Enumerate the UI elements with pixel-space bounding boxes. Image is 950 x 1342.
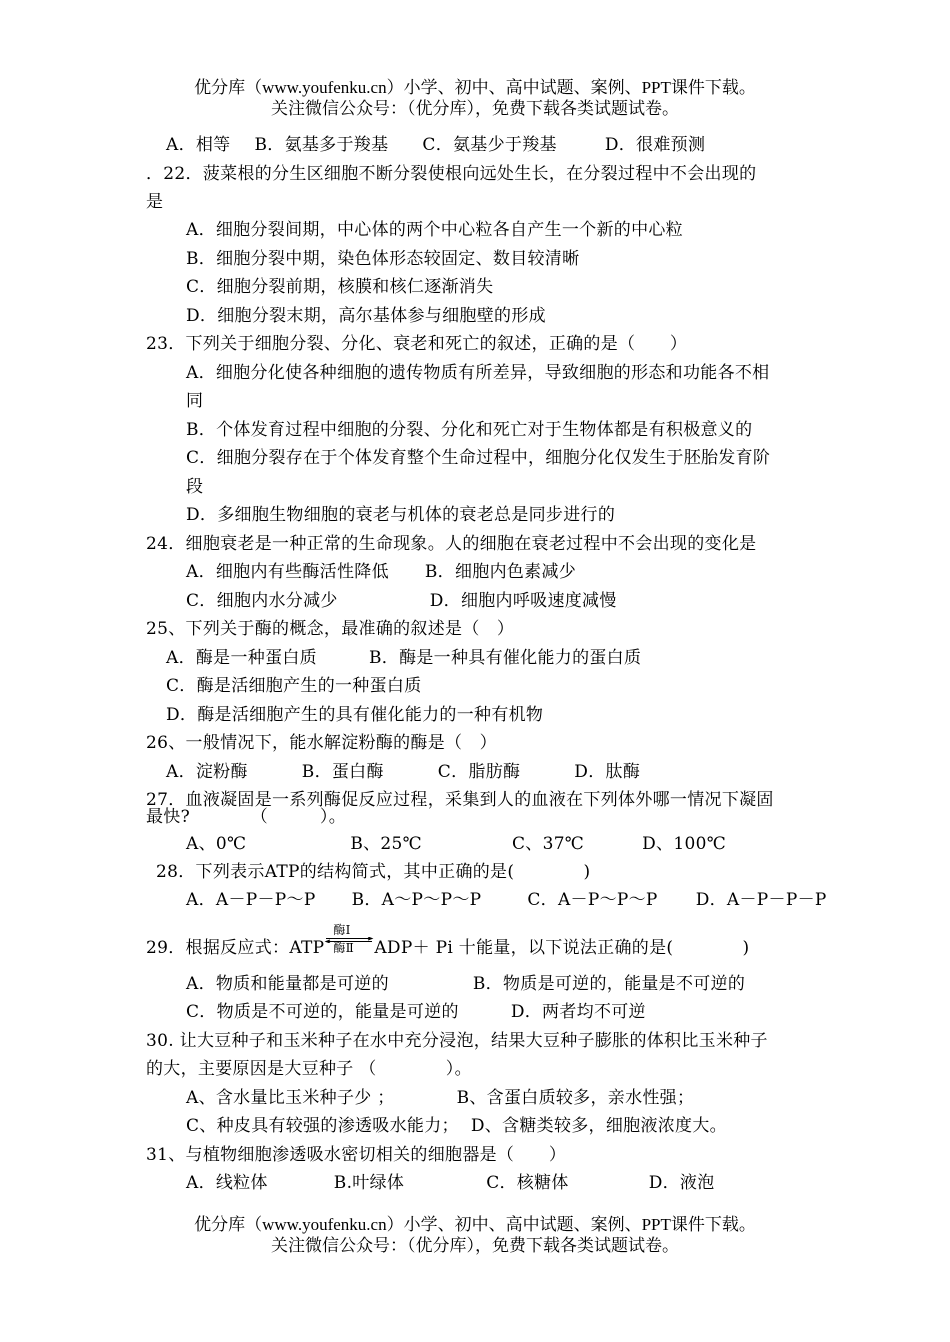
q30-option-b: B、含蛋白质较多，亲水性强； — [456, 1088, 695, 1108]
q21-option-c: C．氨基少于羧基 — [422, 135, 557, 155]
q28-option-d: D．A－P－P－P — [695, 890, 827, 910]
q27-stem-line1: 27．血液凝固是一系列酶促反应过程，采集到人的血液在下列体外哪一情况下凝固 — [146, 790, 774, 810]
q23-option-a-line1: A．细胞分化使各种细胞的遗传物质有所差异，导致细胞的形态和功能各不相 — [186, 363, 770, 383]
q23-option-c-line1: C．细胞分裂存在于个体发育整个生命过程中，细胞分化仅发生于胚胎发育阶 — [186, 448, 771, 468]
q22-stem-line1: ．22．菠菜根的分生区细胞不断分裂使根向远处生长，在分裂过程中不会出现的 — [146, 164, 757, 184]
q29-suffix: ADP＋ Pi 十能量，以下说法正确的是( ) — [374, 938, 750, 958]
q25-options-row1 — [166, 647, 641, 669]
q28-option-a: A．A－P－P～P — [186, 890, 316, 910]
q30-options-row2 — [186, 1115, 727, 1137]
q23-option-c-line2: 段 — [186, 477, 204, 497]
q28-stem: 28．下列表示ATP的结构简式，其中正确的是( ) — [156, 862, 591, 882]
q30-option-c: C、种皮具有较强的渗透吸水能力； — [186, 1116, 459, 1136]
q31-option-b: B.叶绿体 — [333, 1173, 405, 1193]
q24-option-d: D．细胞内呼吸速度减慢 — [429, 591, 617, 611]
q28-option-b: B．A～P～P～P — [351, 890, 482, 910]
q27-option-b: B、25℃ — [350, 834, 422, 854]
q31-stem: 31、与植物细胞渗透吸水密切相关的细胞器是（ ） — [146, 1145, 567, 1165]
q23-option-d: D．多细胞生物细胞的衰老与机体的衰老总是同步进行的 — [186, 505, 616, 525]
q30-option-a: A、含水量比玉米种子少 ； — [186, 1088, 395, 1108]
q24-options-row2 — [186, 590, 617, 612]
q25-option-b: B．酶是一种具有催化能力的蛋白质 — [368, 648, 642, 668]
q23-stem: 23．下列关于细胞分裂、分化、衰老和死亡的叙述，正确的是（ ） — [146, 334, 688, 354]
q29-prefix: 29．根据反应式：ATP — [146, 938, 325, 958]
q24-option-c: C．细胞内水分减少 — [186, 591, 338, 611]
q29-option-c: C．物质是不可逆的，能量是可逆的 — [186, 1002, 459, 1022]
q30-stem-line2: 的大，主要原因是大豆种子 （ ）。 — [146, 1059, 472, 1079]
q25-option-c: C．酶是活细胞产生的一种蛋白质 — [166, 676, 422, 696]
q29-stem — [146, 923, 750, 959]
q22-option-d: D．细胞分裂末期，高尔基体参与细胞壁的形成 — [186, 306, 546, 326]
q21-option-b: B．氨基多于羧基 — [254, 135, 389, 155]
q28-option-c: C．A－P～P～P — [527, 890, 658, 910]
enzyme-2-label: 酶Ⅱ — [333, 941, 355, 955]
q29-options-row1 — [186, 973, 745, 995]
q31-option-a: A．线粒体 — [186, 1173, 268, 1193]
q22-option-c: C．细胞分裂前期，核膜和核仁逐渐消失 — [186, 277, 494, 297]
q26-options — [166, 761, 640, 783]
q21-option-d: D．很难预测 — [604, 135, 706, 155]
q24-option-b: B．细胞内色素减少 — [424, 562, 577, 582]
q25-option-a: A．酶是一种蛋白质 — [166, 648, 317, 668]
page-footer-line2: 关注微信公众号：（优分库），免费下载各类试题试卷。 — [271, 1236, 679, 1255]
q26-stem: 26、一般情况下，能水解淀粉酶的酶是（ ） — [146, 733, 497, 753]
q25-option-d: D．酶是活细胞产生的具有催化能力的一种有机物 — [166, 705, 544, 725]
q31-option-d: D．液泡 — [648, 1173, 715, 1193]
q26-option-b: B．蛋白酶 — [301, 762, 384, 782]
q26-option-a: A．淀粉酶 — [166, 762, 248, 782]
q31-options — [186, 1172, 715, 1194]
q29-option-a: A．物质和能量都是可逆的 — [186, 974, 389, 994]
page-header-line2: 关注微信公众号：（优分库），免费下载各类试题试卷。 — [271, 99, 679, 118]
q24-options-row1 — [186, 561, 576, 583]
q30-option-d: D、含糖类较多，细胞液浓度大。 — [470, 1116, 727, 1136]
page-footer-line1: 优分库（www.youfenku.cn）小学、初中、高中试题、案例、PPT课件下载。 — [194, 1215, 756, 1234]
enzyme-1-label: 酶Ⅰ — [333, 923, 351, 937]
q21-option-a: A．相等 — [166, 135, 231, 155]
q30-stem-line1: 30. 让大豆种子和玉米种子在水中充分浸泡，结果大豆种子膨胀的体积比玉米种子 — [146, 1031, 768, 1051]
q22-option-b: B．细胞分裂中期，染色体形态较固定、数目较清晰 — [186, 249, 580, 269]
q23-option-b: B．个体发育过程中细胞的分裂、分化和死亡对于生物体都是有积极意义的 — [186, 420, 753, 440]
q24-option-a: A．细胞内有些酶活性降低 — [186, 562, 389, 582]
q24-stem: 24．细胞衰老是一种正常的生命现象。人的细胞在衰老过程中不会出现的变化是 — [146, 534, 757, 554]
q26-option-c: C．脂肪酶 — [437, 762, 521, 782]
q22-option-a: A．细胞分裂间期，中心体的两个中心粒各自产生一个新的中心粒 — [186, 220, 683, 240]
q29-option-d: D．两者均不可逆 — [510, 1002, 646, 1022]
q27-option-c: C、37℃ — [511, 834, 585, 854]
q29-options-row2 — [186, 1001, 646, 1023]
page-header-line1: 优分库（www.youfenku.cn）小学、初中、高中试题、案例、PPT课件下载。 — [194, 78, 756, 97]
reaction-arrow — [324, 923, 374, 959]
q21-options — [166, 134, 705, 156]
q26-option-d: D．肽酶 — [574, 762, 641, 782]
q28-options — [186, 889, 827, 911]
q22-stem-line2: 是 — [146, 192, 164, 212]
q29-option-b: B．物质是可逆的，能量是不可逆的 — [472, 974, 746, 994]
q31-option-c: C．核糖体 — [486, 1173, 569, 1193]
q27-option-a: A、0℃ — [186, 834, 247, 854]
q30-options-row1 — [186, 1087, 694, 1109]
q27-option-d: D、100℃ — [642, 834, 727, 854]
q25-stem: 25、下列关于酶的概念，最准确的叙述是（ ） — [146, 619, 515, 639]
q23-option-a-line2: 同 — [186, 391, 204, 411]
q27-stem-line2: 最快? （ ）。 — [146, 807, 347, 827]
q27-options — [186, 833, 726, 855]
